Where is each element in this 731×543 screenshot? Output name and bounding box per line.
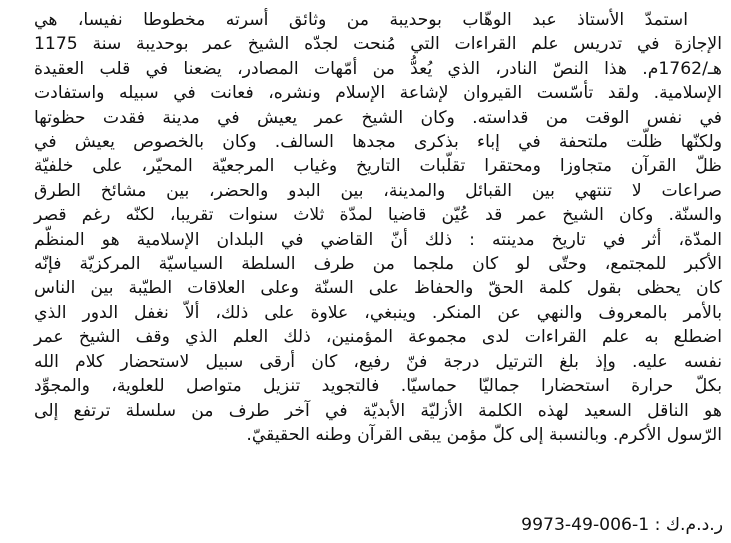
- text-line: في نفس الوقت من قداسته. وكان الشيخ عمر يعيش في مدينة فقدت حظوتها: [34, 107, 722, 128]
- text-line: بكلّ حرارة استحضارا جماليّا حماسيّا. فالتجويد تنزيل متواصل للعلوية، والمجوِّد: [34, 376, 722, 397]
- isbn-line: ر.د.م.ك : 1-006-49-9973: [521, 515, 723, 535]
- text-line: استمدّ الأستاذ عبد الوهّاب بوحديبة من وثائق أسرته مخطوطا نفيسا، هي: [34, 10, 688, 30]
- text-line: صراعات لا تنتهي بين القبائل والمدينة، بين البدو والحضر، بين مشائخ الطرق: [34, 180, 722, 201]
- text-line: الإسلامية. ولقد تأسّست القيروان لإشاعة الإسلام ونشره، فعانت في سبيله واستفادت: [34, 83, 722, 104]
- text-line: الأكبر للمجتمع، وحتّى لو كان ملجما من طرف السلطة السياسيّة المركزيّة فإنّه: [34, 254, 722, 275]
- text-line: هو الناقل السعيد لهذه الكلمة الأزليّة الأبديّة في آخر طرف من سلسلة ترتفع إلى: [34, 400, 722, 421]
- text-line: الإجازة في تدريس علم القراءات التي مُنحت لجدّه الشيخ عمر بوحديبة سنة 1175: [34, 34, 722, 55]
- body-paragraph: [34, 8, 722, 447]
- text-line: ظلّ القرآن متجاوزا ومحتقرا تقلّبات التاريخ وغياب المرجعيّة المحيّر، على خلفيّة: [34, 156, 722, 177]
- text-line: الرّسول الأكرم. وبالنسبة إلى كلّ مؤمن يبقى القرآن وطنه الحقيقيّ.: [246, 424, 722, 445]
- text-line: بالأمر بالمعروف والنهي عن المنكر. وينبغي، علاوة على ذلك، ألاّ نغفل الدور الذي: [34, 302, 722, 323]
- text-line: ولكنّها ظلّت ملتحفة في إباء بذكرى مجدها السالف. وكان بالخصوص يعيش في: [34, 132, 722, 153]
- text-line: اضطلع به علم القراءات لدى مجموعة المؤمنين، ذلك العلم الذي وقف الشيخ عمر: [34, 327, 722, 348]
- text-line: كان يحظى بقول كلمة الحقّ والحفاظ على السنّة وعلى العلاقات الطيّبة بين الناس: [34, 278, 722, 299]
- text-line: هـ/1762م. هذا النصّ النادر، الذي يُعدُّ من أمّهات المصادر، يضعنا في قلب العقيدة: [34, 58, 722, 79]
- text-line: المدّة، أثر في تاريخ مدينته : ذلك أنّ القاضي في البلدان الإسلامية هو المنظّم: [34, 229, 722, 250]
- text-line: نفسه عليه. وإذ بلغ الترتيل درجة فنّ رفيع، كان أرقى سبيل لاستحضار كلام الله: [34, 351, 722, 372]
- text-line: والسنّة. وكان الشيخ عمر قد عُيّن قاضيا لمدّة ثلاث سنوات تقريبا، لكنّه رغم قصر: [34, 205, 722, 226]
